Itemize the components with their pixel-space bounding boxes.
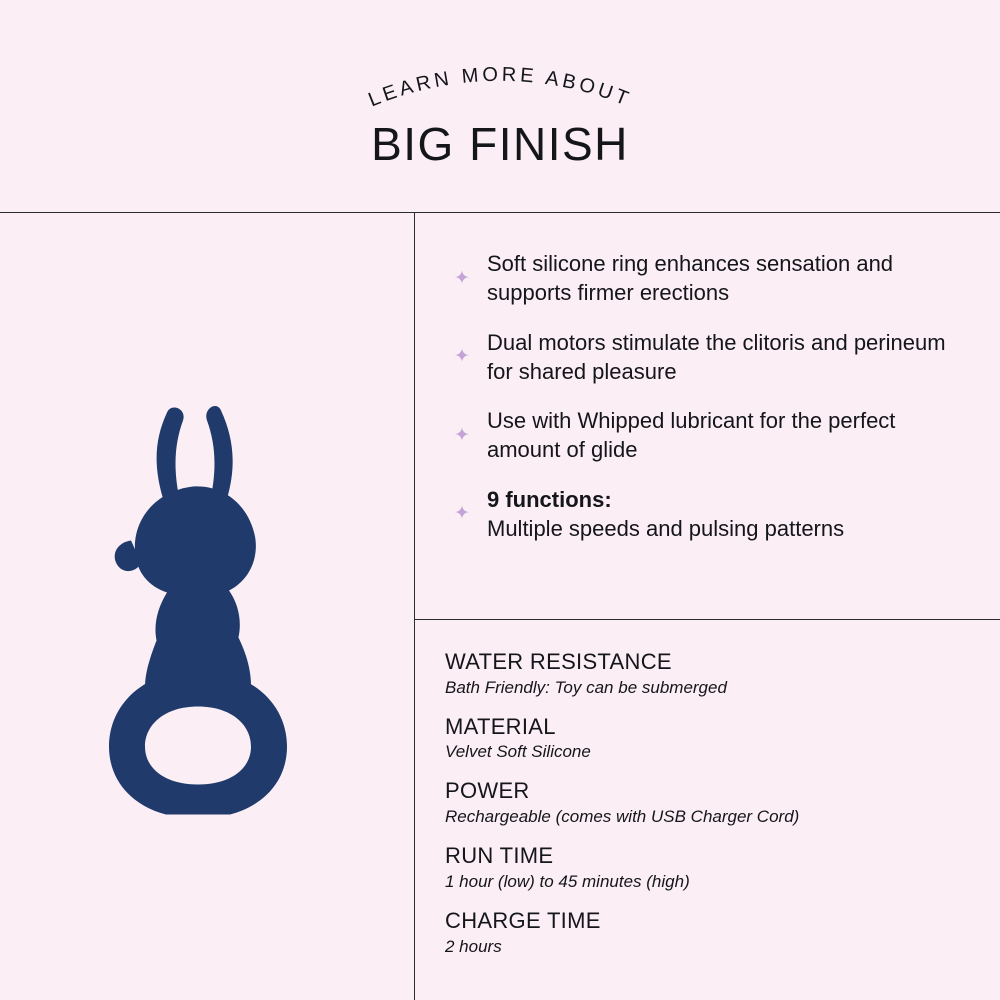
spec-value: Velvet Soft Silicone bbox=[445, 742, 591, 762]
spec-value: 2 hours bbox=[445, 936, 502, 956]
header bbox=[0, 0, 1000, 212]
spec-row bbox=[445, 779, 982, 828]
eyebrow-arc-text bbox=[0, 40, 1000, 110]
list-item bbox=[445, 249, 982, 308]
product-image-panel bbox=[0, 213, 414, 1000]
spec-row bbox=[445, 909, 982, 958]
spec-row bbox=[445, 650, 982, 699]
spec-label: CHARGE TIME bbox=[445, 907, 601, 933]
product-illustration bbox=[97, 394, 317, 819]
feature-detail-label: Multiple speeds and pulsing patterns bbox=[487, 515, 845, 541]
list-item bbox=[445, 328, 982, 387]
sparkle-icon: ✦ bbox=[454, 424, 470, 446]
list-item bbox=[445, 485, 982, 544]
sparkle-icon: ✦ bbox=[454, 267, 470, 289]
feature-text: Dual motors stimulate the clitoris and perineum for shared pleasure bbox=[487, 329, 946, 384]
eyebrow-label: LEARN MORE ABOUT bbox=[365, 63, 635, 110]
spec-label: WATER RESISTANCE bbox=[445, 649, 672, 674]
spec-row bbox=[445, 715, 982, 764]
page-title: BIG FINISH bbox=[371, 118, 629, 170]
feature-lead-label: 9 functions: bbox=[487, 486, 612, 512]
sparkle-icon: ✦ bbox=[454, 503, 470, 525]
spec-label: MATERIAL bbox=[445, 713, 556, 739]
features-list bbox=[415, 213, 1000, 618]
spec-value: 1 hour (low) to 45 minutes (high) bbox=[445, 871, 690, 891]
specs-list bbox=[415, 620, 1000, 1000]
feature-text: Use with Whipped lubricant for the perfect amount of glide bbox=[487, 408, 896, 463]
spec-value: Rechargeable (comes with USB Charger Cord) bbox=[445, 807, 800, 827]
list-item bbox=[445, 406, 982, 465]
spec-label: POWER bbox=[445, 778, 530, 804]
spec-value: Bath Friendly: Toy can be submerged bbox=[445, 677, 727, 697]
sparkle-icon: ✦ bbox=[454, 346, 470, 368]
spec-label: RUN TIME bbox=[445, 843, 554, 869]
svg-text:LEARN MORE ABOUT bbox=[365, 64, 634, 110]
spec-row bbox=[445, 844, 982, 893]
feature-text-functions bbox=[487, 485, 844, 544]
feature-text: Soft silicone ring enhances sensation and supports firmer erections bbox=[487, 251, 894, 306]
